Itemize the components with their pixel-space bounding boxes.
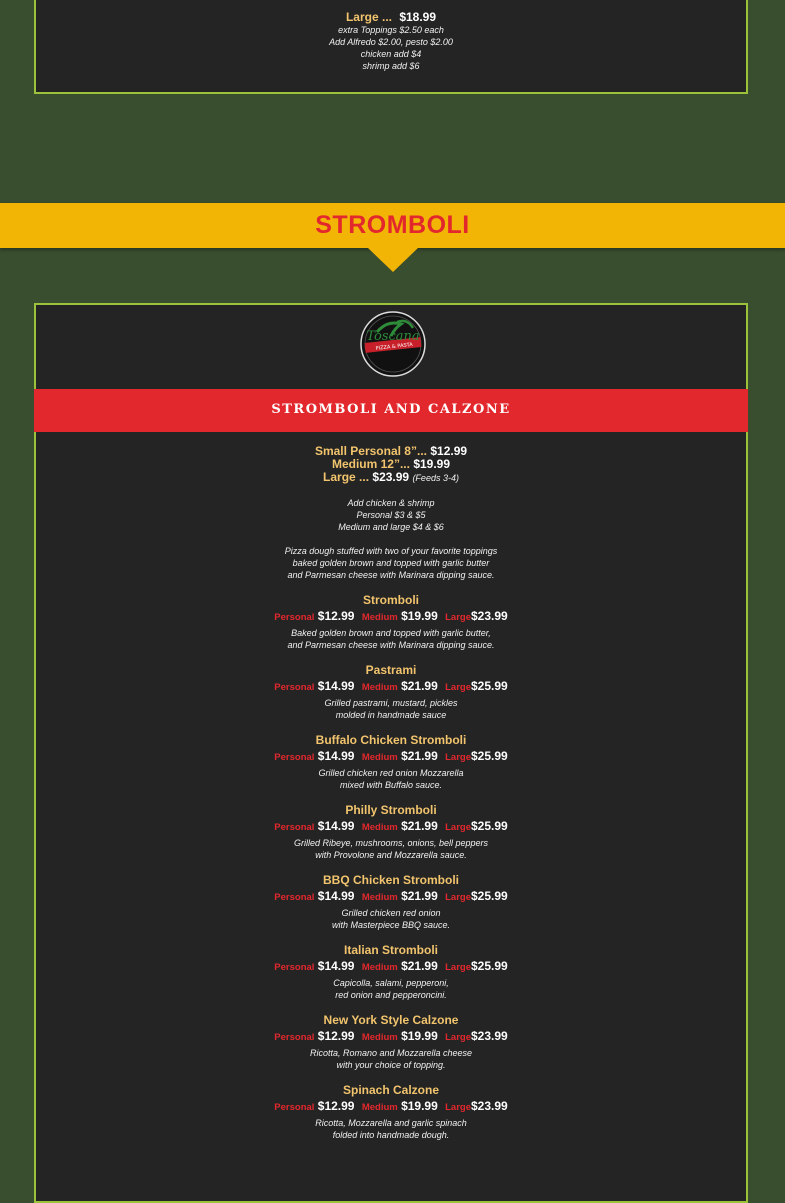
menu-item-description: Ricotta, Mozzarella and garlic spinach bbox=[315, 1118, 467, 1128]
section-title: STROMBOLI AND CALZONE bbox=[271, 402, 511, 417]
large-price: $23.99 bbox=[470, 609, 508, 623]
intro-line: Pizza dough stuffed with two of your favorite toppings bbox=[284, 546, 498, 556]
menu-item bbox=[36, 1013, 746, 1071]
extra-line: extra Toppings $2.50 each bbox=[338, 25, 444, 35]
addon-line: Add chicken & shrimp bbox=[347, 498, 435, 508]
size-label: Medium 12”... bbox=[331, 457, 410, 471]
menu-item-description: Grilled chicken red onion bbox=[341, 908, 441, 918]
menu-item-name: New York Style Calzone bbox=[323, 1013, 459, 1027]
personal-price: $14.99 bbox=[317, 679, 355, 693]
menu-items-list bbox=[36, 593, 746, 1141]
personal-price: $12.99 bbox=[317, 609, 355, 623]
menu-item bbox=[36, 943, 746, 1001]
personal-label: Personal bbox=[274, 752, 315, 763]
large-label: Large bbox=[445, 892, 471, 903]
previous-menu-panel bbox=[34, 0, 748, 94]
menu-item-name: BBQ Chicken Stromboli bbox=[322, 873, 459, 887]
large-label: Large bbox=[445, 822, 471, 833]
addons-block bbox=[36, 497, 746, 533]
medium-label: Medium bbox=[361, 1102, 398, 1113]
personal-price: $14.99 bbox=[317, 889, 355, 903]
medium-label: Medium bbox=[361, 682, 398, 693]
personal-label: Personal bbox=[274, 1102, 315, 1113]
personal-label: Personal bbox=[274, 682, 315, 693]
menu-item-name: Spinach Calzone bbox=[342, 1083, 440, 1097]
banner-title: STROMBOLI bbox=[315, 211, 470, 239]
menu-item-prices bbox=[36, 1027, 746, 1047]
menu-item-description: with Provolone and Mozzarella sauce. bbox=[315, 850, 467, 860]
size-price: $12.99 bbox=[430, 444, 468, 458]
menu-item-name: Buffalo Chicken Stromboli bbox=[315, 733, 467, 747]
large-label: Large bbox=[445, 612, 471, 623]
menu-item-name: Philly Stromboli bbox=[345, 803, 437, 817]
menu-item-description: with Masterpiece BBQ sauce. bbox=[331, 920, 451, 930]
large-label: Large bbox=[445, 1102, 471, 1113]
menu-item-prices bbox=[36, 817, 746, 837]
large-price: $25.99 bbox=[470, 889, 508, 903]
menu-item-prices bbox=[36, 607, 746, 627]
large-label: Large bbox=[445, 1032, 471, 1043]
menu-item bbox=[36, 663, 746, 721]
addon-line: Medium and large $4 & $6 bbox=[338, 522, 444, 532]
large-label: Large bbox=[445, 682, 471, 693]
stromboli-menu-panel bbox=[34, 303, 748, 1203]
personal-price: $12.99 bbox=[317, 1029, 355, 1043]
menu-item-prices bbox=[36, 887, 746, 907]
medium-label: Medium bbox=[361, 612, 398, 623]
menu-item-description: molded in handmade sauce bbox=[335, 710, 447, 720]
personal-price: $14.99 bbox=[317, 819, 355, 833]
menu-item-description: Capicolla, salami, pepperoni, bbox=[333, 978, 449, 988]
medium-price: $19.99 bbox=[401, 1029, 438, 1043]
intro-line: and Parmesan cheese with Marinara dipping sauce. bbox=[287, 570, 495, 580]
menu-item-name: Italian Stromboli bbox=[343, 943, 438, 957]
menu-item-description: Grilled chicken red onion Mozzarella bbox=[318, 768, 464, 778]
size-price: $19.99 bbox=[413, 457, 451, 471]
section-header-strip bbox=[34, 389, 748, 432]
menu-item-description: Baked golden brown and topped with garlic butter, bbox=[291, 628, 491, 638]
medium-price: $21.99 bbox=[401, 679, 438, 693]
extra-line: Add Alfredo $2.00, pesto $2.00 bbox=[329, 37, 453, 47]
medium-price: $21.99 bbox=[401, 819, 438, 833]
menu-item bbox=[36, 873, 746, 931]
medium-label: Medium bbox=[361, 1032, 398, 1043]
size-label: Large ... bbox=[345, 10, 392, 24]
intro-line: baked golden brown and topped with garlic butter bbox=[292, 558, 490, 568]
personal-price: $12.99 bbox=[317, 1099, 355, 1113]
section-banner bbox=[0, 203, 785, 248]
menu-item-prices bbox=[36, 957, 746, 977]
menu-item-description: Grilled pastrami, mustard, pickles bbox=[324, 698, 458, 708]
medium-label: Medium bbox=[361, 892, 398, 903]
size-label: Small Personal 8”... bbox=[314, 444, 427, 458]
banner-arrow-icon bbox=[368, 248, 418, 272]
menu-item-description: with your choice of topping. bbox=[336, 1060, 446, 1070]
medium-price: $19.99 bbox=[401, 1099, 438, 1113]
large-label: Large bbox=[445, 752, 471, 763]
personal-label: Personal bbox=[274, 1032, 315, 1043]
size-price: $18.99 bbox=[399, 10, 437, 24]
menu-item-description: mixed with Buffalo sauce. bbox=[339, 780, 443, 790]
menu-body bbox=[36, 445, 746, 1141]
medium-label: Medium bbox=[361, 752, 398, 763]
menu-item-description: folded into handmade dough. bbox=[332, 1130, 450, 1140]
menu-item bbox=[36, 733, 746, 791]
extra-line: chicken add $4 bbox=[360, 49, 422, 59]
extra-line: shrimp add $6 bbox=[362, 61, 420, 71]
large-price: $25.99 bbox=[470, 679, 508, 693]
large-price: $25.99 bbox=[470, 959, 508, 973]
logo-text: Toscana bbox=[366, 329, 420, 344]
size-label: Large ... bbox=[323, 470, 370, 484]
menu-item-name: Stromboli bbox=[363, 593, 419, 607]
previous-panel-content bbox=[36, 10, 746, 72]
medium-price: $21.99 bbox=[401, 959, 438, 973]
large-price: $25.99 bbox=[470, 749, 508, 763]
personal-label: Personal bbox=[274, 612, 315, 623]
menu-item-prices bbox=[36, 677, 746, 697]
large-price: $23.99 bbox=[470, 1099, 508, 1113]
large-label: Large bbox=[445, 962, 471, 973]
menu-item-name: Pastrami bbox=[365, 663, 417, 677]
personal-label: Personal bbox=[274, 962, 315, 973]
addon-line: Personal $3 & $5 bbox=[356, 510, 426, 520]
personal-price: $14.99 bbox=[317, 959, 355, 973]
menu-item-prices bbox=[36, 747, 746, 767]
size-note: (Feeds 3-4) bbox=[412, 473, 459, 483]
personal-price: $14.99 bbox=[317, 749, 355, 763]
large-size-row bbox=[36, 10, 746, 24]
logo-subtext: PIZZA & PASTA bbox=[375, 341, 414, 352]
menu-item-description: Ricotta, Romano and Mozzarella cheese bbox=[309, 1048, 473, 1058]
restaurant-logo-icon bbox=[357, 310, 429, 378]
medium-label: Medium bbox=[361, 962, 398, 973]
menu-item bbox=[36, 593, 746, 651]
intro-block bbox=[36, 545, 746, 581]
medium-price: $19.99 bbox=[401, 609, 438, 623]
menu-item-description: Grilled Ribeye, mushrooms, onions, bell peppers bbox=[293, 838, 489, 848]
menu-item-description: red onion and pepperoncini. bbox=[335, 990, 447, 1000]
large-price: $23.99 bbox=[470, 1029, 508, 1043]
size-price: $23.99 bbox=[372, 470, 410, 484]
medium-label: Medium bbox=[361, 822, 398, 833]
medium-price: $21.99 bbox=[401, 749, 438, 763]
medium-price: $21.99 bbox=[401, 889, 438, 903]
personal-label: Personal bbox=[274, 822, 315, 833]
menu-item bbox=[36, 803, 746, 861]
menu-item-description: and Parmesan cheese with Marinara dipping sauce. bbox=[287, 640, 495, 650]
menu-item bbox=[36, 1083, 746, 1141]
large-price: $25.99 bbox=[470, 819, 508, 833]
size-row bbox=[36, 471, 746, 485]
personal-label: Personal bbox=[274, 892, 315, 903]
menu-item-prices bbox=[36, 1097, 746, 1117]
